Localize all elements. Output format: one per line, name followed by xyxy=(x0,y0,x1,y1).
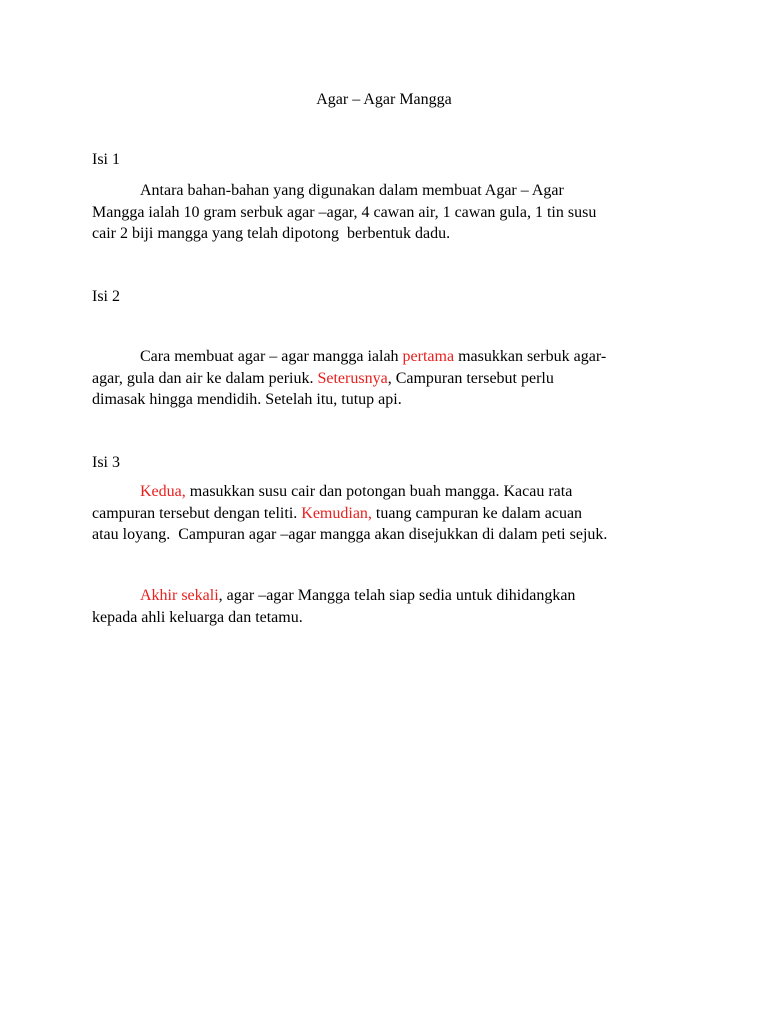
text-run: , agar –agar Mangga telah siap sedia untuk dihidangkan xyxy=(218,587,576,604)
text-run: tuang campuran ke dalam acuan xyxy=(371,504,583,522)
highlight-word-seterusnya: Seterusnya xyxy=(317,369,388,387)
paragraph-penutup xyxy=(92,585,682,628)
section-heading-isi-1: Isi 1 xyxy=(92,151,120,168)
paragraph-line xyxy=(92,607,682,629)
paragraph-line xyxy=(92,223,682,245)
highlight-word-kedua: Kedua, xyxy=(140,483,186,500)
highlight-word-akhir-sekali: Akhir sekali xyxy=(140,587,219,604)
paragraph-line xyxy=(92,524,682,546)
document-title: Agar – Agar Mangga xyxy=(316,91,452,108)
paragraph-line xyxy=(92,180,682,202)
paragraph-line xyxy=(92,481,682,503)
text-run: cair 2 biji mangga yang telah dipotong berbentuk dadu. xyxy=(92,225,451,242)
paragraph-line xyxy=(92,346,682,368)
text-run: masukkan susu cair dan potongan buah mangga. Kacau rata xyxy=(185,483,573,500)
text-run: campuran tersebut dengan teliti. xyxy=(92,504,302,522)
highlight-word-pertama: pertama xyxy=(402,348,455,365)
paragraph-line xyxy=(92,368,682,390)
highlight-word-kemudian: Kemudian, xyxy=(301,504,372,522)
paragraph-line xyxy=(92,585,682,607)
paragraph-line xyxy=(92,503,682,525)
paragraph-isi-1 xyxy=(92,180,682,245)
paragraph-isi-3 xyxy=(92,481,682,546)
text-run: Cara membuat agar – agar mangga ialah xyxy=(140,348,403,365)
text-run: , Campuran tersebut perlu xyxy=(387,369,554,387)
text-run: kepada ahli keluarga dan tetamu. xyxy=(92,608,303,626)
text-run: masukkan serbuk agar- xyxy=(454,348,607,365)
paragraph-line xyxy=(92,389,682,411)
section-heading-isi-2: Isi 2 xyxy=(92,288,120,305)
section-heading-isi-3: Isi 3 xyxy=(92,454,120,471)
text-run: agar, gula dan air ke dalam periuk. xyxy=(92,369,318,387)
paragraph-isi-2 xyxy=(92,346,682,411)
text-run: dimasak hingga mendidih. Setelah itu, tutup api. xyxy=(92,391,402,408)
paragraph-line xyxy=(92,202,682,224)
text-run: atau loyang. Campuran agar –agar mangga akan disejukkan di dalam peti sejuk. xyxy=(92,526,608,543)
text-run: Antara bahan-bahan yang digunakan dalam membuat Agar – Agar xyxy=(140,182,564,199)
text-run: Mangga ialah 10 gram serbuk agar –agar, 4 cawan air, 1 cawan gula, 1 tin susu xyxy=(92,203,597,221)
